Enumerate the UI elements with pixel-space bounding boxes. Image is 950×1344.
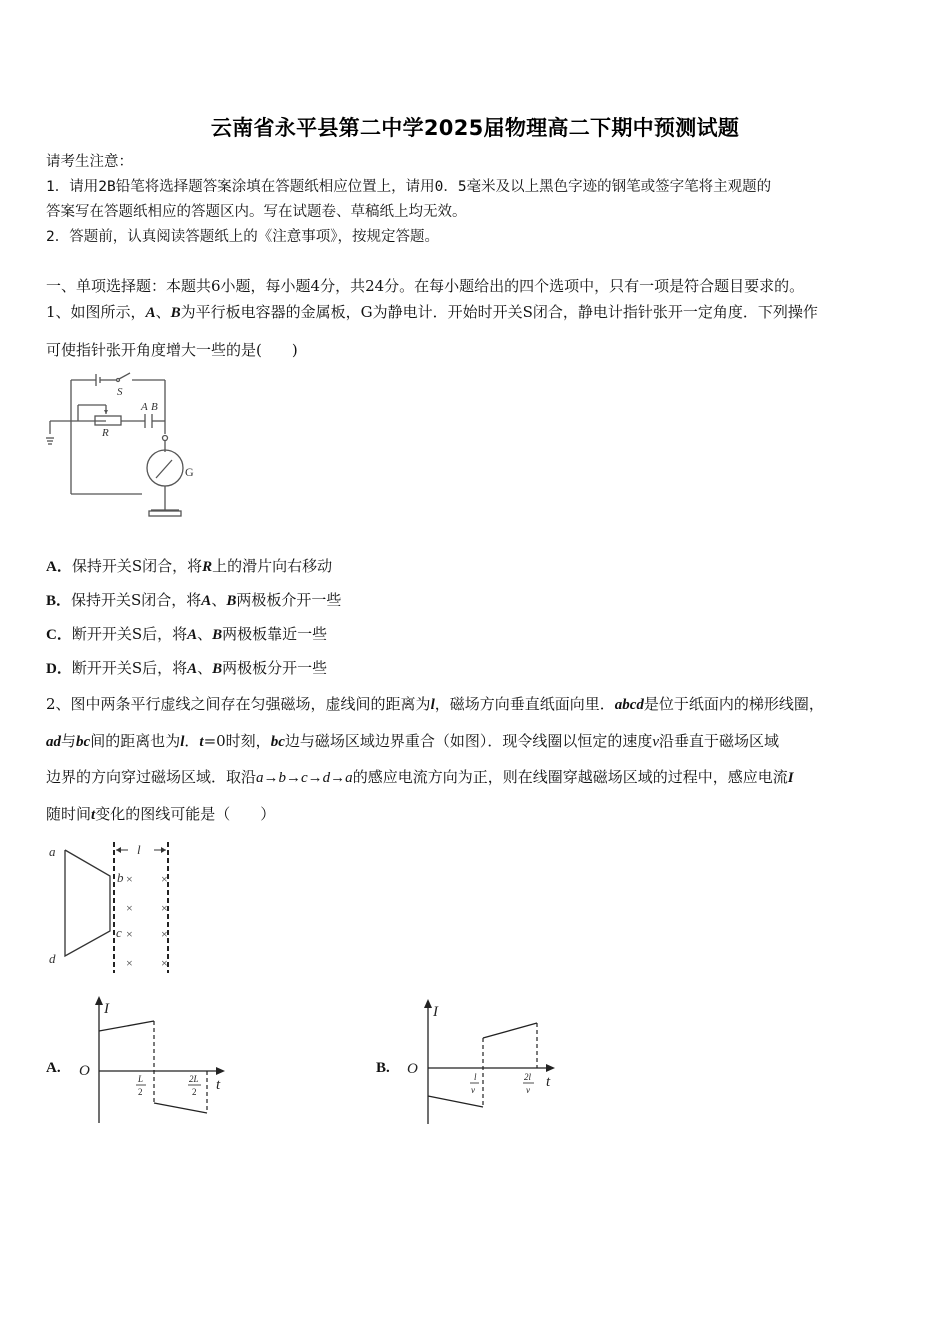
width-label: l — [137, 842, 141, 857]
graph-option-b-label[interactable]: B. — [376, 1060, 390, 1076]
plate-a-label: A — [141, 401, 148, 413]
svg-text:O: O — [407, 1061, 418, 1077]
option-a[interactable]: A．保持开关S闭合，将R上的滑片向右移动 — [46, 557, 333, 575]
section-heading: 一、单项选择题：本题共6小题，每小题4分，共24分。在每小题给出的四个选项中，只有一项是符合题目要求的。 — [46, 277, 805, 295]
field-marks — [126, 872, 168, 970]
svg-text:t: t — [216, 1077, 221, 1093]
notice-item: 1．请用2B铅笔将选择题答案涂填在答题纸相应位置上，请用0．5毫米及以上黑色字迹的钢笔或签字笔将主观题的 — [46, 179, 772, 195]
graph-option-b[interactable] — [400, 996, 570, 1128]
question-2-stem-line3: 边界的方向穿过磁场区域．取沿a→b→c→d→a的感应电流方向为正，则在线圈穿越磁场区域的过程中，感应电流I — [46, 768, 794, 786]
question-number: 2、 — [46, 695, 71, 713]
question-number: 1、 — [46, 303, 71, 321]
plate-b-label: B — [151, 401, 158, 413]
svg-text:2: 2 — [138, 1087, 143, 1097]
vertex-d: d — [49, 951, 56, 966]
magnetic-field-coil-figure — [44, 838, 184, 973]
svg-text:O: O — [79, 1063, 90, 1079]
svg-text:v: v — [526, 1085, 530, 1095]
svg-text:×: × — [161, 956, 168, 970]
graph-option-a-label[interactable]: A. — [46, 1060, 61, 1076]
question-2-stem-line2: ad与bc间的距离也为l．t=0时刻，bc边与磁场区域边界重合（如图）．现令线圈以恒定的速度v沿垂直于磁场区域 — [46, 732, 780, 750]
graph-option-a[interactable] — [70, 993, 240, 1128]
capacitor-circuit-figure — [44, 368, 204, 524]
svg-text:l: l — [474, 1072, 477, 1082]
option-b[interactable]: B．保持开关S闭合，将A、B两极板介开一些 — [46, 591, 342, 609]
svg-text:×: × — [126, 927, 133, 941]
svg-text:×: × — [161, 927, 168, 941]
svg-text:×: × — [161, 901, 168, 915]
page-title: 云南省永平县第二中学2025届物理高二下期中预测试题 — [210, 116, 740, 140]
svg-text:I: I — [433, 1004, 438, 1020]
question-2-stem-line4: 随时间t变化的图线可能是（ ） — [46, 805, 276, 823]
vertex-c: c — [116, 925, 122, 940]
notice-item: 答案写在答题纸相应的答题区内。写在试题卷、草稿纸上均无效。 — [46, 204, 467, 220]
svg-text:×: × — [126, 901, 133, 915]
svg-text:×: × — [126, 956, 133, 970]
notice-heading: 请考生注意： — [46, 154, 133, 170]
vertex-b: b — [117, 870, 124, 885]
switch-label: S — [117, 386, 123, 398]
question-1-stem: 1、如图所示，A、B为平行板电容器的金属板，G为静电计．开始时开关S闭合，静电计指针张开一定角度．下列操作 — [46, 303, 818, 321]
svg-text:L: L — [138, 1074, 144, 1084]
svg-text:2L: 2L — [189, 1074, 199, 1084]
svg-text:I: I — [104, 1001, 109, 1017]
option-d[interactable]: D．断开开关S后，将A、B两极板分开一些 — [46, 659, 328, 677]
svg-text:v: v — [471, 1085, 475, 1095]
vertex-a: a — [49, 844, 56, 859]
option-c[interactable]: C．断开开关S后，将A、B两极板靠近一些 — [46, 625, 328, 643]
electrometer-label: G — [185, 465, 194, 479]
question-1-stem-cont: 可使指针张开角度增大一些的是( ) — [46, 341, 298, 359]
resistor-label: R — [102, 427, 109, 439]
notice-item: 2．答题前，认真阅读答题纸上的《注意事项》，按规定答题。 — [46, 229, 439, 245]
question-2-stem: 2、图中两条平行虚线之间存在匀强磁场，虚线间的距离为l，磁场方向垂直纸面向里．abcd是位于纸面内的梯形线圈， — [46, 695, 824, 713]
svg-text:×: × — [126, 872, 133, 886]
svg-text:2l: 2l — [524, 1072, 532, 1082]
svg-text:×: × — [161, 872, 168, 886]
svg-text:2: 2 — [192, 1087, 197, 1097]
svg-text:t: t — [546, 1074, 551, 1090]
